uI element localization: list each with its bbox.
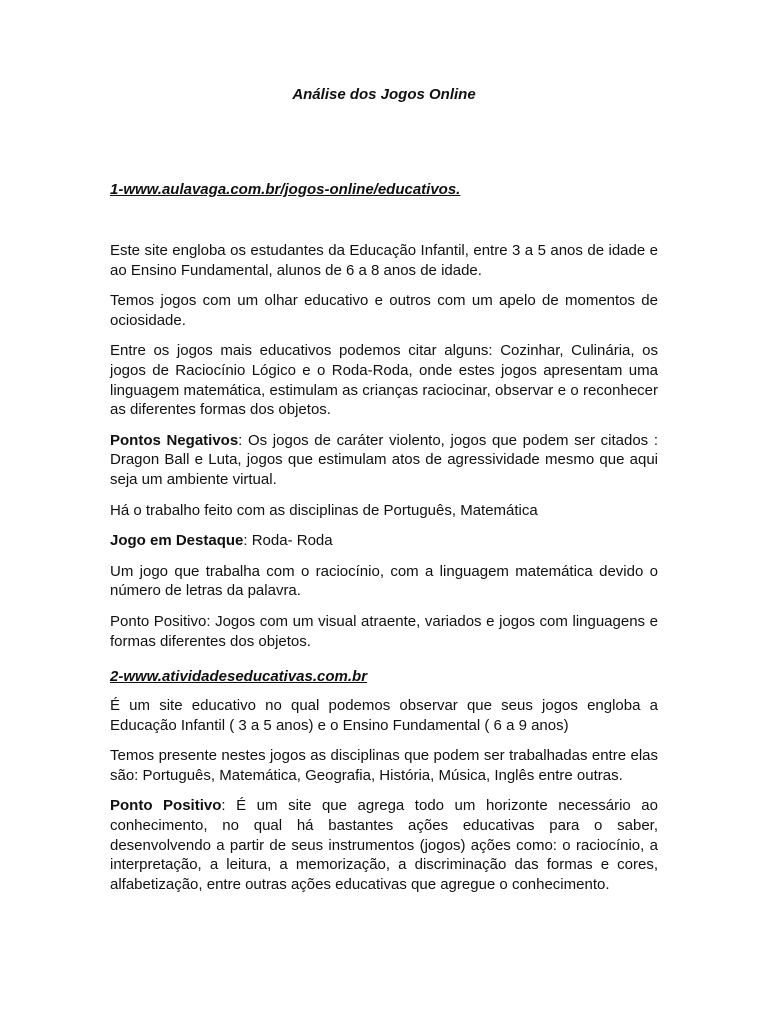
negatives-text: : Os jogos de caráter violento, jogos que podem ser citados : Dragon Ball e Luta, jogos que estimulam atos de agressividade mesmo que aqui seja um ambiente virtual. bbox=[110, 431, 658, 488]
section1-body bbox=[110, 241, 658, 662]
section1-heading: 1-www.aulavaga.com.br/jogos-online/educativos. bbox=[110, 181, 461, 198]
positive-text: : É um site que agrega todo um horizonte necessário ao conhecimento, no qual há bastantes ações educativas para o saber, desenvolvendo a partir de seus instrumentos (jogos) ações como: o raciocínio, a interpretação, a leitura, a memorização, a discriminação das formas e cores, alfabetização, entre outras ações educativas que agregue o conhecimento. bbox=[110, 797, 658, 893]
section1-paragraph-2: Temos jogos com um olhar educativo e outros com um apelo de momentos de ociosidade. bbox=[110, 292, 658, 329]
section2-body bbox=[110, 696, 658, 905]
highlight-label: Jogo em Destaque bbox=[110, 532, 244, 550]
section1-paragraph-7: Um jogo que trabalha com o raciocínio, com a linguagem matemática devido o número de letras da palavra. bbox=[110, 562, 658, 600]
section1-paragraph-8: Ponto Positivo: Jogos com um visual atraente, variados e jogos com linguagens e formas diferentes dos objetos. bbox=[110, 612, 658, 650]
section1-paragraph-5: Há o trabalho feito com as disciplinas de Português, Matemática bbox=[110, 501, 538, 519]
section2-paragraph-1: É um site educativo no qual podemos observar que seus jogos engloba a Educação Infantil ( 3 a 5 anos) e o Ensino Fundamental ( 6 a 9 anos) bbox=[110, 697, 658, 734]
highlight-text: : Roda- Roda bbox=[243, 532, 333, 550]
section2-heading: 2-www.atividadeseducativas.com.br bbox=[110, 668, 368, 685]
section1-paragraph-3: Entre os jogos mais educativos podemos citar alguns: Cozinhar, Culinária, os jogos de Raciocínio Lógico e o Roda-Roda, onde estes jogos apresentam uma linguagem matemática, estimulam as crianças raciocinar, observar e o reconhecer as diferentes formas dos objetos. bbox=[110, 342, 658, 419]
section2-positive-paragraph bbox=[110, 796, 658, 894]
section1-negatives-paragraph bbox=[110, 431, 658, 490]
section1-highlight-paragraph bbox=[110, 531, 658, 551]
negatives-label: Pontos Negativos bbox=[110, 431, 239, 449]
positive-label: Ponto Positivo bbox=[110, 797, 222, 815]
section2-paragraph-2: Temos presente nestes jogos as disciplinas que podem ser trabalhadas entre elas são: Português, Matemática, Geografia, História, Música, Inglês entre outras. bbox=[110, 747, 658, 784]
section1-paragraph-1: Este site engloba os estudantes da Educação Infantil, entre 3 a 5 anos de idade e ao Ensino Fundamental, alunos de 6 a 8 anos de idade. bbox=[110, 242, 658, 279]
document-title: Análise dos Jogos Online bbox=[292, 86, 476, 103]
